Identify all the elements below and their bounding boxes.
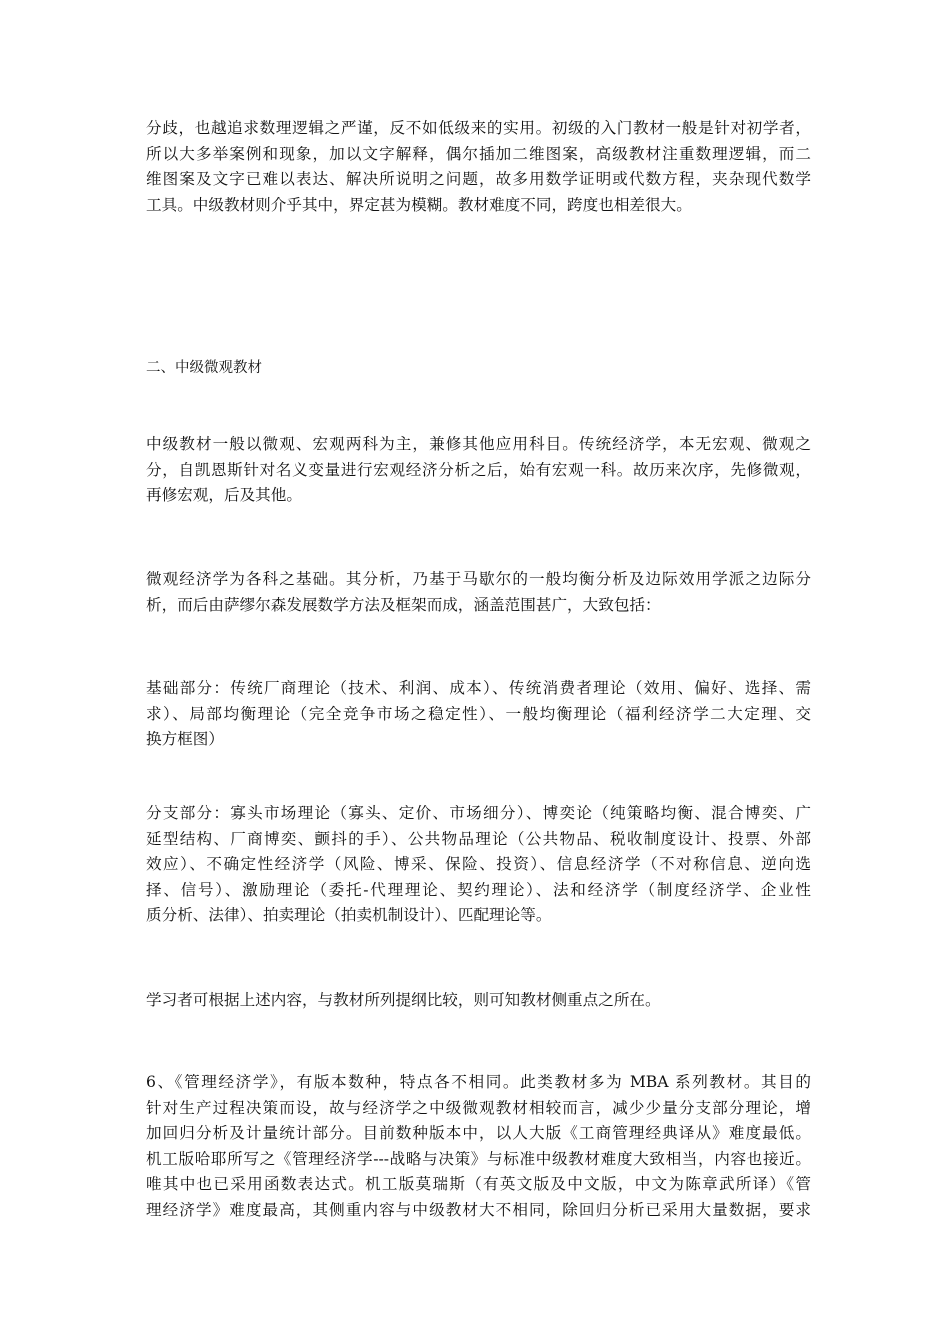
text-line: 中级教材一般以微观、宏观两科为主，兼修其他应用科目。传统经济学，本无宏观、微观之	[146, 435, 811, 453]
section-heading: 二、中级微观教材	[146, 360, 262, 376]
text-line: 分歧，也越追求数理逻辑之严谨，反不如低级来的实用。初级的入门教材一般是针对初学者，	[146, 119, 811, 137]
text-line: 基础部分：传统厂商理论（技术、利润、成本）、传统消费者理论（效用、偏好、选择、需	[146, 679, 811, 697]
text-line: 质分析、法律）、拍卖理论（拍卖机制设计）、匹配理论等。	[146, 906, 552, 925]
text-line: 所以大多举案例和现象，加以文字解释，偶尔插加二维图案，高级教材注重数理逻辑，而二	[146, 144, 811, 163]
text-line: 6、《管理经济学》，有版本数种，特点各不相同。此类教材多为 MBA 系列教材。其目的	[146, 1073, 811, 1091]
text-line: 唯其中也已采用函数表达式。机工版莫瑞斯（有英文版及中文版，中文为陈章武所译）《管	[146, 1175, 811, 1194]
text-line: 再修宏观，后及其他。	[146, 486, 302, 505]
text-line: 延型结构、厂商博奕、颤抖的手）、公共物品理论（公共物品、税收制度设计、投票、外部	[146, 829, 811, 848]
paragraph-managerial-economics	[146, 1070, 811, 1224]
text-line: 效应）、不确定性经济学（风险、博采、保险、投资）、信息经济学（不对称信息、逆向选	[146, 855, 811, 874]
text-line: 针对生产过程决策而设，故与经济学之中级微观教材相较而言，减少少量分支部分理论，增	[146, 1098, 811, 1117]
text-line: 析，而后由萨缪尔森发展数学方法及框架而成，涵盖范围甚广，大致包括：	[146, 595, 661, 614]
text-line: 微观经济学为各科之基础。其分析，乃基于马歇尔的一般均衡分析及边际效用学派之边际分	[146, 570, 811, 588]
text-line: 分支部分：寡头市场理论（寡头、定价、市场细分）、博奕论（纯策略均衡、混合博奕、广	[146, 804, 811, 822]
paragraph-textbook-levels	[146, 116, 811, 218]
text-line: 换方框图）	[146, 730, 224, 749]
paragraph-branch-parts	[146, 801, 811, 929]
text-line: 机工版哈耶所写之《管理经济学---战略与决策》与标准中级教材难度大致相当，内容也接近。	[146, 1149, 811, 1168]
text-line: 维图案及文字已难以表达、解决所说明之问题，故多用数学证明或代数方程，夹杂现代数学	[146, 170, 811, 189]
paragraph-learner-note	[146, 988, 811, 1014]
text-line: 择、信号）、激励理论（委托-代理理论、契约理论）、法和经济学（制度经济学、企业性	[146, 880, 811, 899]
paragraph-intermediate-textbooks	[146, 432, 811, 509]
paragraph-microeconomics-basis	[146, 567, 811, 618]
text-line: 求）、局部均衡理论（完全竞争市场之稳定性）、一般均衡理论（福利经济学二大定理、交	[146, 704, 811, 723]
text-line: 工具。中级教材则介乎其中，界定甚为模糊。教材难度不同，跨度也相差很大。	[146, 195, 692, 214]
text-line: 分，自凯恩斯针对名义变量进行宏观经济分析之后，始有宏观一科。故历来次序，先修微观，	[146, 460, 811, 479]
text-line: 加回归分析及计量统计部分。目前数种版本中，以人大版《工商管理经典译从》难度最低。	[146, 1124, 811, 1143]
text-line: 理经济学》难度最高，其侧重内容与中级教材大不相同，除回归分析已采用大量数据，要求	[146, 1200, 811, 1219]
text-line: 学习者可根据上述内容，与教材所列提纲比较，则可知教材侧重点之所在。	[146, 991, 661, 1009]
paragraph-basic-parts	[146, 676, 811, 753]
